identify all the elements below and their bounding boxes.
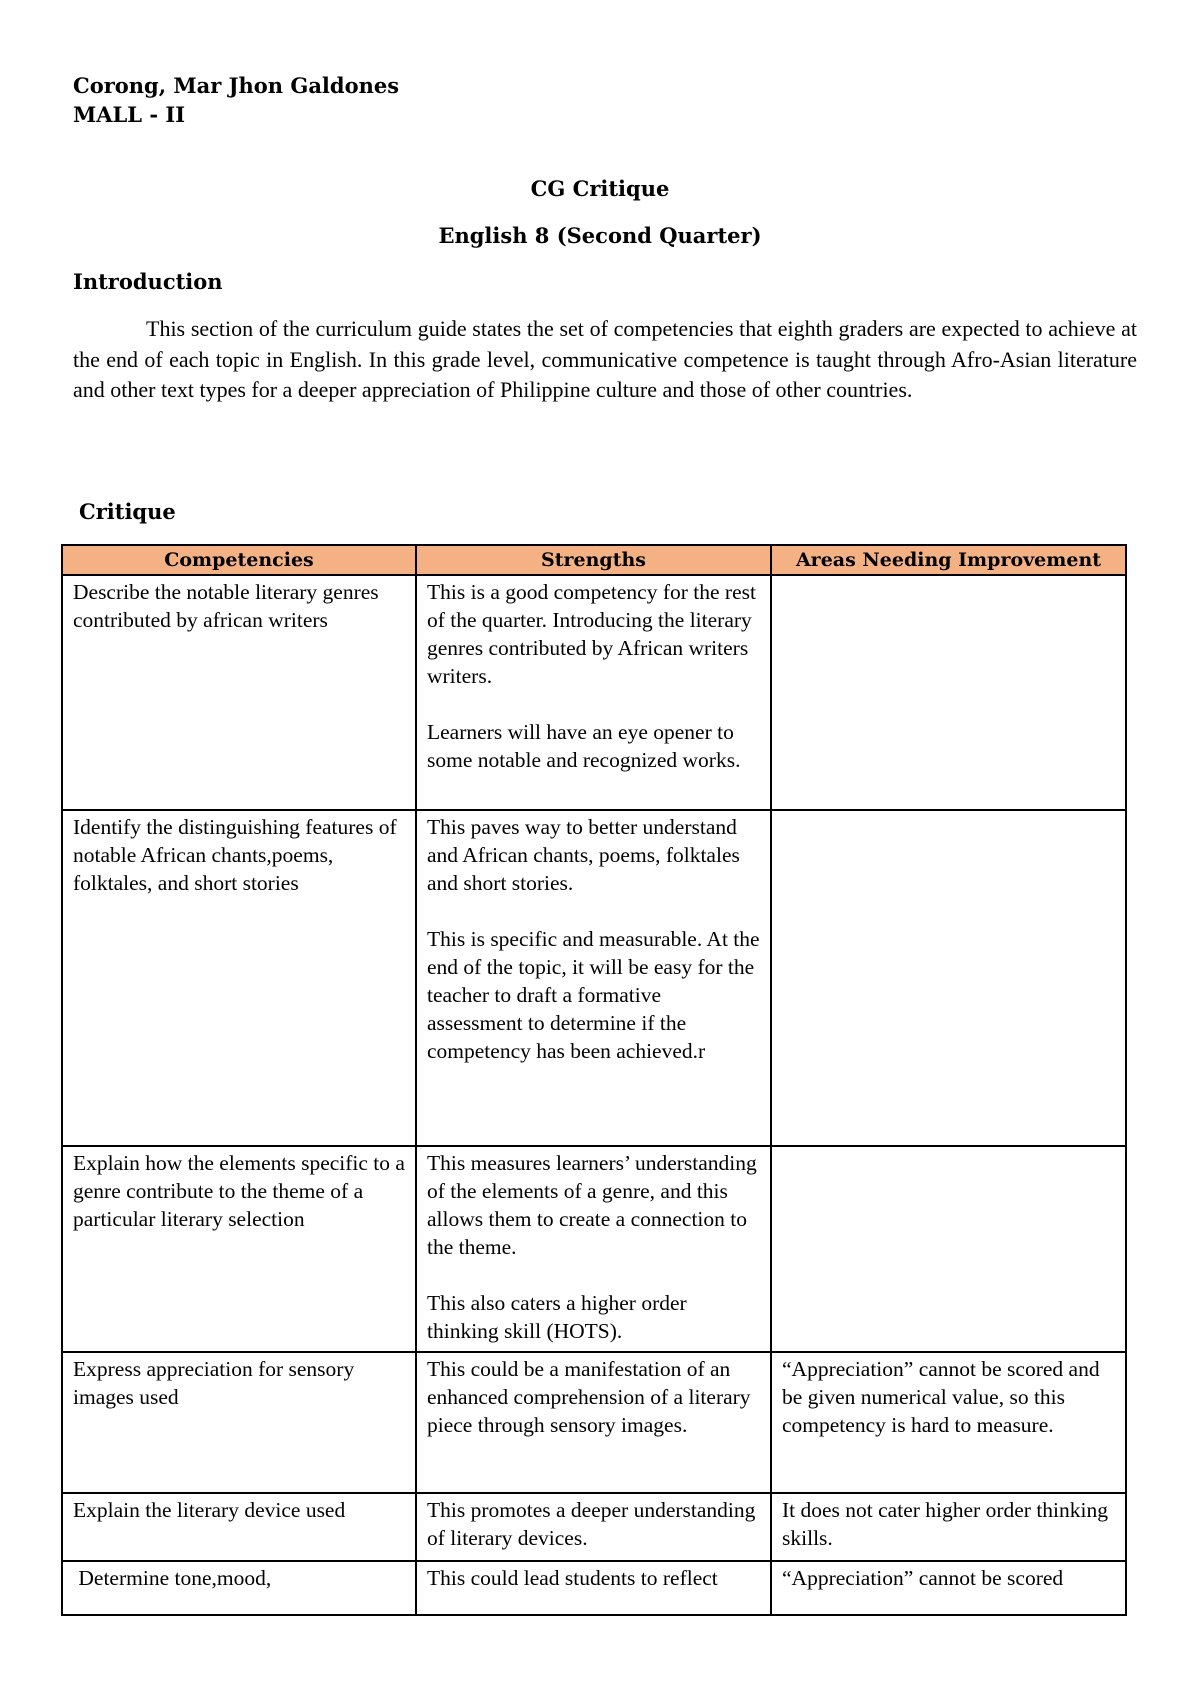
critique-heading: Critique [79, 499, 176, 524]
competency-cell: Explain the literary device used [62, 1493, 416, 1561]
strength-text: This is a good competency for the rest of the quarter. Introducing the literary genres contributed by African writers writers. [427, 580, 756, 688]
improvement-cell: “Appreciation” cannot be scored and be given numerical value, so this competency is hard to measure. [771, 1352, 1126, 1493]
improvement-cell [771, 1146, 1126, 1352]
document-subtitle: English 8 (Second Quarter) [438, 223, 762, 248]
strength-text: This also caters a higher order thinking skill (HOTS). [427, 1291, 687, 1343]
strength-text: This could lead students to reflect [427, 1566, 718, 1590]
column-header-improvement: Areas Needing Improvement [771, 545, 1126, 575]
introduction-paragraph: This section of the curriculum guide states the set of competencies that eighth graders are expected to achieve at the end of each topic in English. In this grade level, communicative competence is taught through Afro-Asian literature and other text types for a deeper appreciation of Philippine culture and those of other countries. [73, 316, 1137, 402]
strength-text: This measures learners’ understanding of the elements of a genre, and this allows them to create a connection to the theme. [427, 1151, 757, 1259]
strength-text: This is specific and measurable. At the end of the topic, it will be easy for the teacher to draft a formative assessment to determine if the competency has been achieved.r [427, 927, 760, 1063]
column-header-strengths: Strengths [416, 545, 771, 575]
document-title: CG Critique [530, 176, 670, 201]
competency-cell: Explain how the elements specific to a genre contribute to the theme of a particular literary selection [62, 1146, 416, 1352]
table-row [62, 575, 1126, 810]
improvement-cell [771, 810, 1126, 1146]
strength-text: This promotes a deeper understanding of literary devices. [427, 1498, 756, 1550]
table-row [62, 810, 1126, 1146]
competency-cell: Identify the distinguishing features of notable African chants,poems, folktales, and short stories [62, 810, 416, 1146]
author-name: Corong, Mar Jhon Galdones [73, 73, 400, 98]
strength-text: This paves way to better understand and African chants, poems, folktales and short stories. [427, 815, 740, 895]
class-label: MALL - II [73, 102, 186, 127]
table-row [62, 1352, 1126, 1493]
strength-text: Learners will have an eye opener to some notable and recognized works. [427, 720, 741, 772]
competency-cell: Describe the notable literary genres contributed by african writers [62, 575, 416, 810]
strengths-cell [416, 810, 771, 1146]
improvement-cell: It does not cater higher order thinking skills. [771, 1493, 1126, 1561]
improvement-cell: “Appreciation” cannot be scored [771, 1561, 1126, 1615]
competency-cell: Express appreciation for sensory images used [62, 1352, 416, 1493]
competency-cell: Determine tone,mood, [62, 1561, 416, 1615]
column-header-competencies: Competencies [62, 545, 416, 575]
table-header-row [62, 545, 1126, 575]
introduction-heading: Introduction [73, 269, 223, 294]
table-row [62, 1146, 1126, 1352]
table-row [62, 1561, 1126, 1615]
strengths-cell [416, 1146, 771, 1352]
improvement-cell [771, 575, 1126, 810]
strengths-cell [416, 1561, 771, 1615]
strength-text: This could be a manifestation of an enhanced comprehension of a literary piece through sensory images. [427, 1357, 751, 1437]
critique-table [61, 544, 1127, 1616]
strengths-cell [416, 575, 771, 810]
table-row [62, 1493, 1126, 1561]
strengths-cell [416, 1493, 771, 1561]
strengths-cell [416, 1352, 771, 1493]
